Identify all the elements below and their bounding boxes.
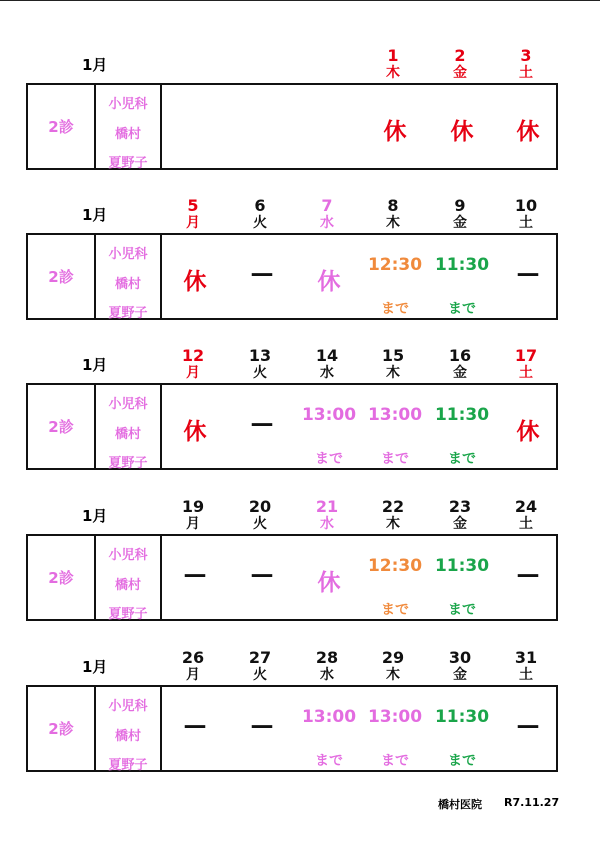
month-label: 1月 [82,206,108,224]
day-of-week: 土 [519,365,533,381]
column-divider [160,85,162,168]
day-of-week: 金 [453,365,467,381]
column-divider [160,385,162,468]
day-number: 19 [181,497,205,516]
schedule-table [26,685,558,772]
closed-label: 休 [183,269,207,295]
until-label: まで [448,753,476,769]
no-clinic-dash: — [250,411,274,437]
day-number: 31 [514,648,538,667]
day-header [230,196,290,231]
day-header [297,497,357,532]
day-of-week: 火 [253,365,267,381]
until-label: まで [448,451,476,467]
closed-label: 休 [183,419,207,445]
day-number: 21 [315,497,339,516]
until-label: まで [381,301,409,317]
day-header [430,196,490,231]
day-header [163,346,223,381]
closed-label: 休 [383,119,407,145]
day-of-week: 火 [253,667,267,683]
day-of-week: 木 [386,365,400,381]
until-label: まで [381,753,409,769]
day-header [430,46,490,81]
hours-value: 11:30 [434,556,490,576]
doctor-info-line: 橋村 [114,427,141,442]
closed-label: 休 [317,269,341,295]
day-number: 29 [381,648,405,667]
day-number: 23 [448,497,472,516]
day-header [297,346,357,381]
day-of-week: 火 [253,215,267,231]
hours-value: 12:30 [367,255,423,275]
department-label: 2診 [48,569,74,587]
day-number: 17 [514,346,538,365]
week-block [0,46,600,186]
day-header [163,196,223,231]
day-of-week: 火 [253,516,267,532]
closed-label: 休 [450,119,474,145]
day-header [230,497,290,532]
doctor-info-line: 橋村 [114,578,141,593]
day-of-week: 木 [386,516,400,532]
hours-value: 11:30 [434,707,490,727]
column-divider [160,687,162,770]
closed-label: 休 [516,419,540,445]
day-of-week: 木 [386,667,400,683]
day-header [163,497,223,532]
day-number: 15 [381,346,405,365]
day-header [363,648,423,683]
column-divider [160,235,162,318]
revision-date: R7.11.27 [504,796,560,809]
department-label: 2診 [48,268,74,286]
hours-value: 11:30 [434,255,490,275]
doctor-info-line: 夏野子 [108,306,148,321]
day-number: 28 [315,648,339,667]
doctor-info-line: 夏野子 [108,456,148,471]
hours-value: 13:00 [301,405,357,425]
day-of-week: 金 [453,215,467,231]
week-block [0,196,600,336]
hours-value: 13:00 [367,707,423,727]
day-number: 9 [454,196,466,215]
day-number: 8 [387,196,399,215]
day-header [430,648,490,683]
no-clinic-dash: — [516,713,540,739]
day-of-week: 月 [186,365,200,381]
day-of-week: 土 [519,516,533,532]
until-label: まで [448,301,476,317]
week-block [0,648,600,788]
day-header [363,196,423,231]
day-of-week: 月 [186,215,200,231]
day-number: 13 [248,346,272,365]
day-number: 20 [248,497,272,516]
schedule-table [26,233,558,320]
no-clinic-dash: — [250,713,274,739]
hours-value: 12:30 [367,556,423,576]
until-label: まで [381,602,409,618]
day-of-week: 土 [519,667,533,683]
week-block [0,497,600,637]
day-number: 26 [181,648,205,667]
day-of-week: 水 [320,215,334,231]
day-of-week: 木 [386,215,400,231]
day-header [496,346,556,381]
day-of-week: 水 [320,667,334,683]
day-header [496,648,556,683]
day-number: 30 [448,648,472,667]
day-number: 22 [381,497,405,516]
doctor-info-line: 夏野子 [108,758,148,773]
day-header [163,648,223,683]
no-clinic-dash: — [183,562,207,588]
day-number: 1 [387,46,399,65]
department-label: 2診 [48,118,74,136]
day-number: 3 [520,46,532,65]
day-header [363,497,423,532]
week-block [0,346,600,486]
day-header [496,497,556,532]
day-of-week: 土 [519,215,533,231]
no-clinic-dash: — [516,562,540,588]
department-label: 2診 [48,720,74,738]
until-label: まで [448,602,476,618]
day-number: 7 [321,196,333,215]
doctor-info-line: 夏野子 [108,607,148,622]
schedule-table [26,83,558,170]
doctor-info-line: 小児科 [108,548,148,563]
doctor-info-line: 小児科 [108,247,148,262]
doctor-info-line: 小児科 [108,397,148,412]
day-header [363,46,423,81]
day-header [230,648,290,683]
month-label: 1月 [82,356,108,374]
day-header [230,346,290,381]
hours-value: 13:00 [367,405,423,425]
day-number: 14 [315,346,339,365]
day-of-week: 木 [386,65,400,81]
until-label: まで [315,451,343,467]
day-number: 16 [448,346,472,365]
day-of-week: 水 [320,365,334,381]
doctor-info-line: 橋村 [114,277,141,292]
day-of-week: 金 [453,667,467,683]
day-number: 27 [248,648,272,667]
day-number: 10 [514,196,538,215]
doctor-info-line: 夏野子 [108,156,148,171]
no-clinic-dash: — [516,261,540,287]
no-clinic-dash: — [183,713,207,739]
day-of-week: 月 [186,667,200,683]
day-header [363,346,423,381]
day-header [430,497,490,532]
hours-value: 11:30 [434,405,490,425]
department-label: 2診 [48,418,74,436]
day-number: 5 [187,196,199,215]
doctor-info-line: 橋村 [114,729,141,744]
day-header [496,196,556,231]
no-clinic-dash: — [250,261,274,287]
hours-value: 13:00 [301,707,357,727]
until-label: まで [381,451,409,467]
schedule-table [26,383,558,470]
day-number: 6 [254,196,266,215]
day-of-week: 土 [519,65,533,81]
clinic-name: 橋村医院 [438,798,482,811]
doctor-info-line: 小児科 [108,699,148,714]
day-header [496,46,556,81]
day-of-week: 水 [320,516,334,532]
day-number: 24 [514,497,538,516]
day-header [297,196,357,231]
doctor-info-line: 橋村 [114,127,141,142]
doctor-info-line: 小児科 [108,97,148,112]
column-divider [160,536,162,619]
day-of-week: 金 [453,65,467,81]
top-border-line [0,0,600,1]
month-label: 1月 [82,56,108,74]
day-of-week: 金 [453,516,467,532]
month-label: 1月 [82,507,108,525]
closed-label: 休 [317,570,341,596]
day-number: 2 [454,46,466,65]
until-label: まで [315,753,343,769]
day-of-week: 月 [186,516,200,532]
day-header [297,648,357,683]
closed-label: 休 [516,119,540,145]
month-label: 1月 [82,658,108,676]
day-number: 12 [181,346,205,365]
day-header [430,346,490,381]
schedule-table [26,534,558,621]
no-clinic-dash: — [250,562,274,588]
